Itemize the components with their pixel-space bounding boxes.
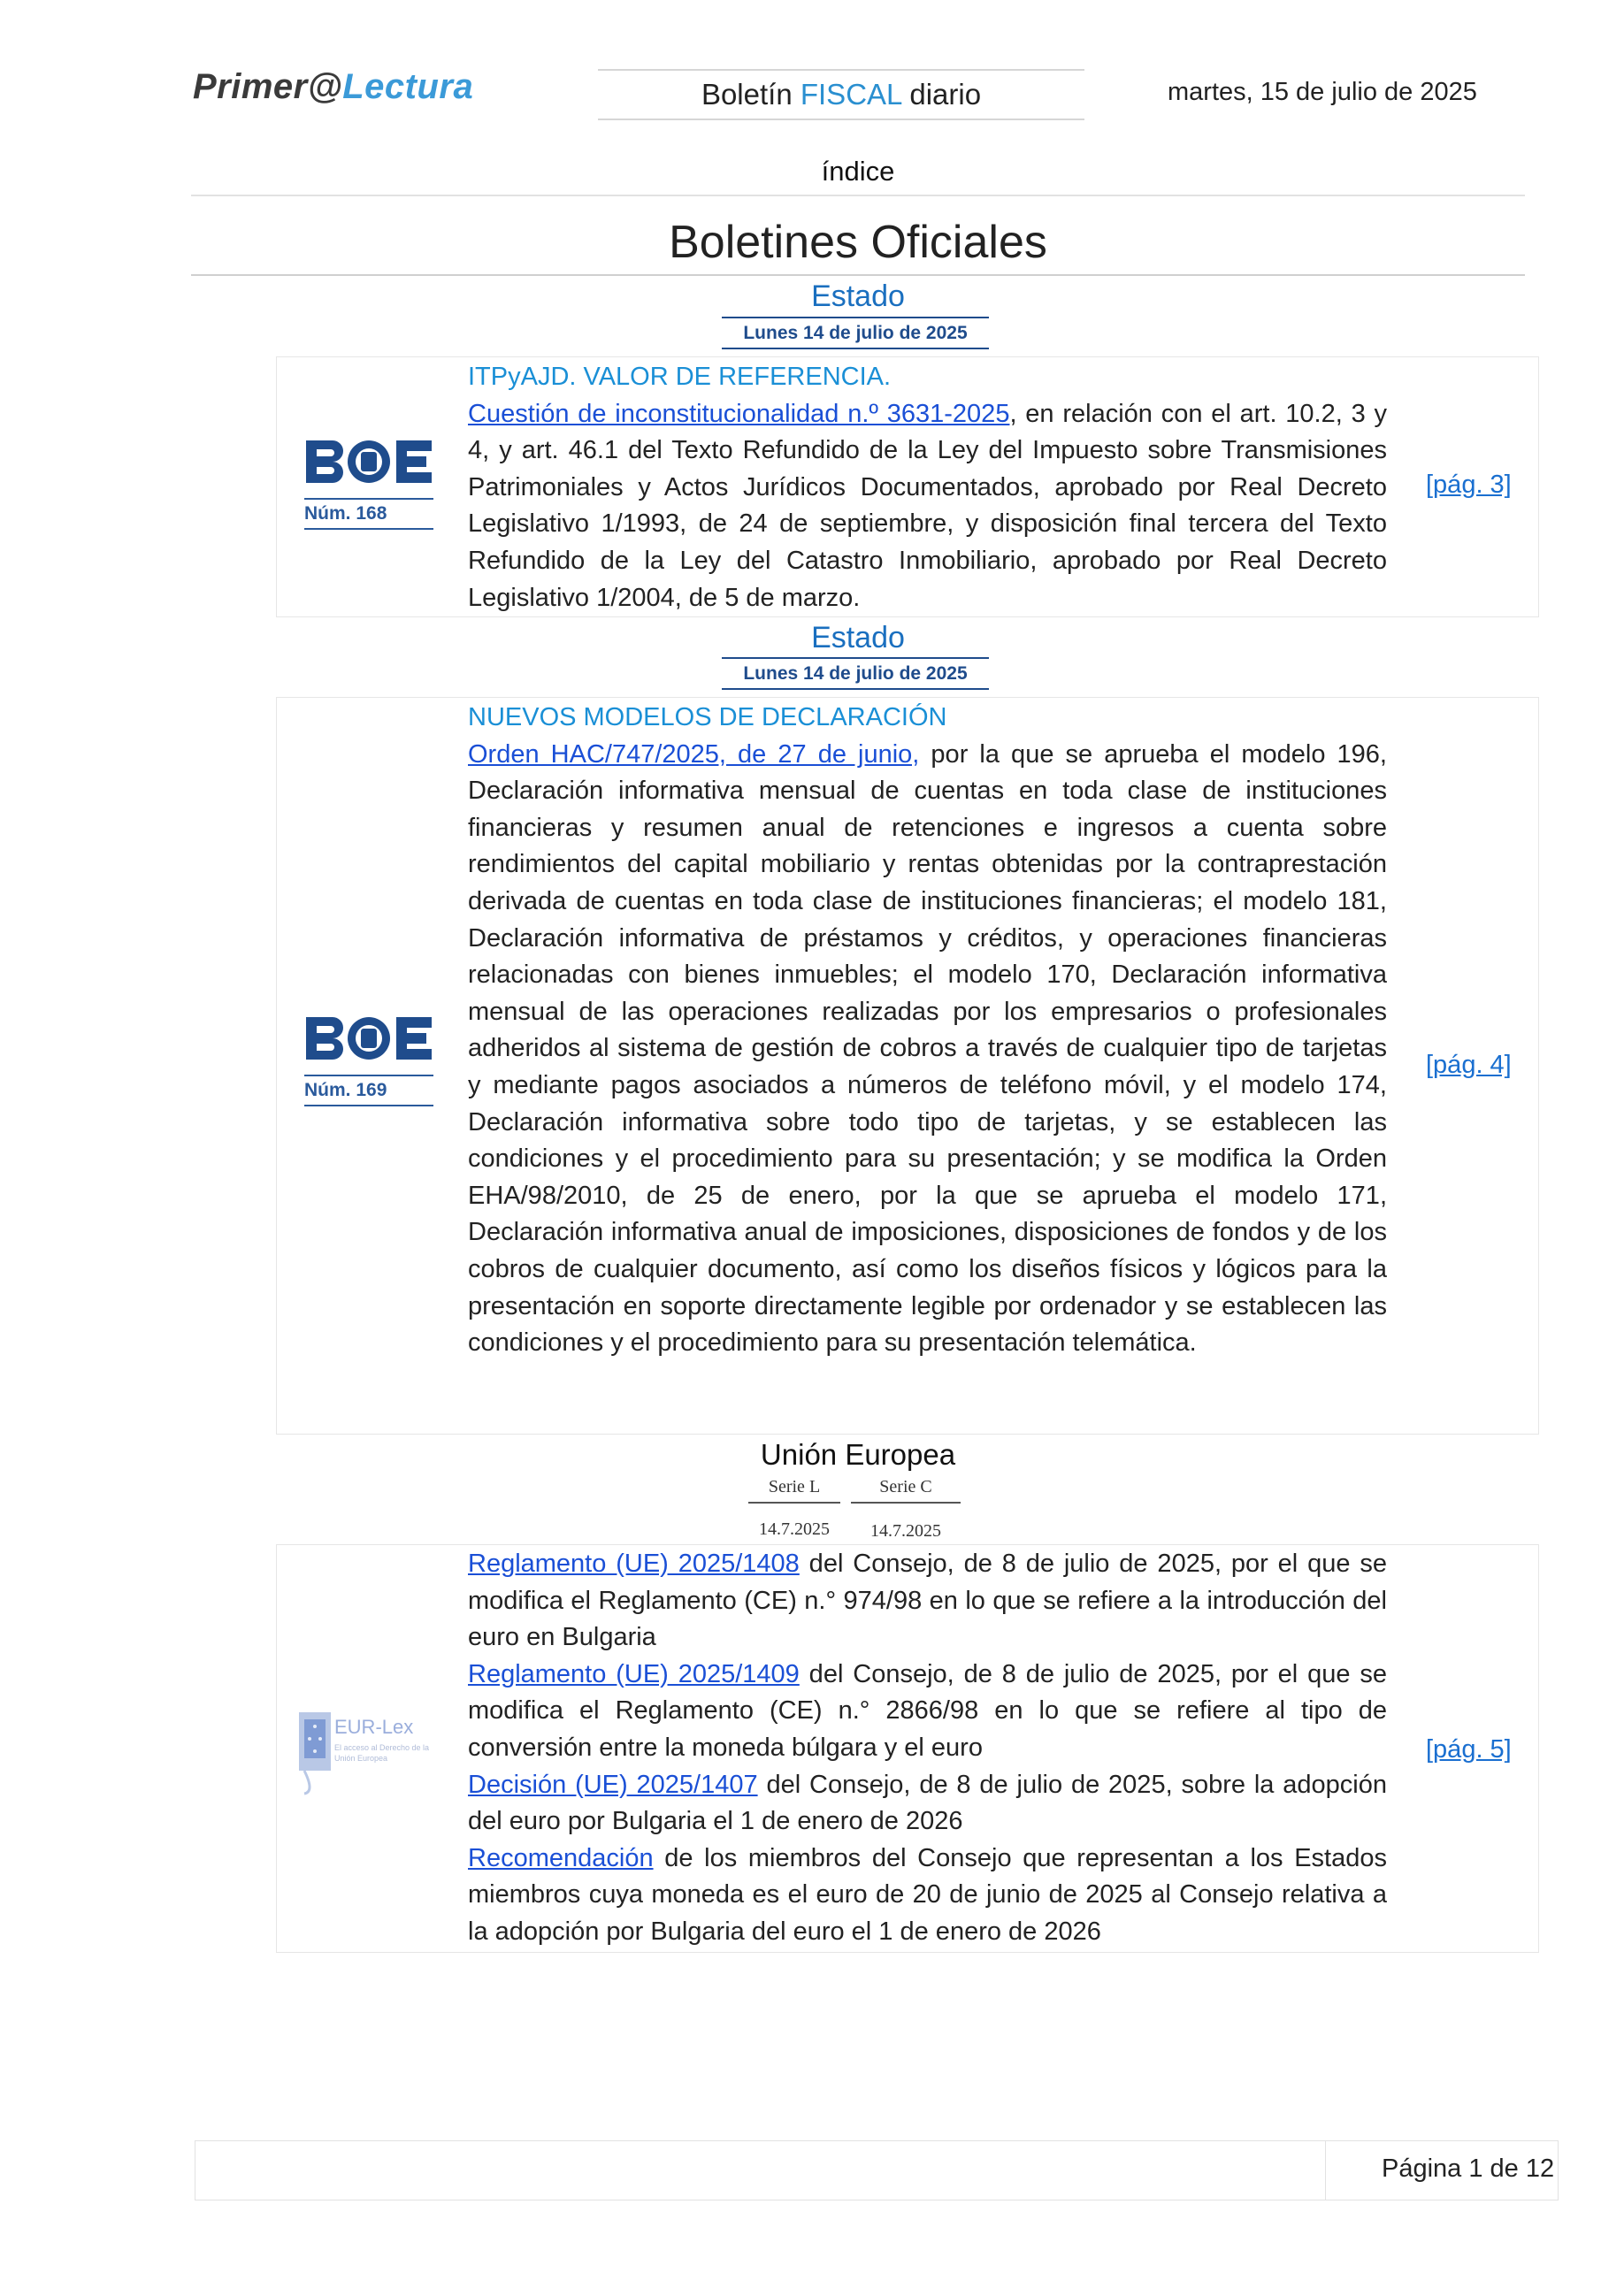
boe-logo (304, 437, 433, 530)
eu-entry-text (468, 1546, 1387, 1951)
entry-category: NUEVOS MODELOS DE DECLARACIÓN (468, 703, 947, 731)
boe-mark-icon (304, 437, 433, 486)
page-ref-link[interactable]: [pág. 4] (1426, 1051, 1512, 1079)
entry-link[interactable]: Orden HAC/747/2025, de 27 de junio, (468, 739, 920, 769)
entry-text: ITPyAJD. VALOR DE REFERENCIA. Cuestión de inconstitucionalidad n.º 3631-2025, en relación con el art. 10.2, 3 y 4, y art. 46.1 del Texto Refundido de la Ley del Impuesto sobre Transmisiones Patrimoniales y Actos Jurídicos Documentados, aprobado por Real Decreto Legislativo 1/1993, de 24 de septiembre, y disposición final tercera del Texto Refundido de la Ley del Catastro Inmobiliario, aprobado por Real Decreto Legislativo 1/2004, de 5 de marzo. (468, 359, 1387, 616)
entry-category: ITPyAJD. VALOR DE REFERENCIA. (468, 363, 892, 391)
eu-section-title: Unión Europea (760, 1438, 956, 1471)
divider (748, 1502, 840, 1504)
serie-c-label: Serie C (879, 1477, 932, 1496)
footer (195, 2140, 1559, 2200)
divider (191, 195, 1525, 196)
eu-item: Recomendación de los miembros del Consejo que representan a los Estados miembros cuya moneda es el euro de 20 de junio de 2025 al Consejo relativa a la adopción por Bulgaria del euro el 1 de enero de 2026 (468, 1843, 1387, 1946)
page-number: Página 1 de 12 (1382, 2154, 1555, 2183)
boe-number: Núm. 168 (304, 498, 433, 530)
boe-logo (304, 1014, 433, 1106)
serie-l-label: Serie L (768, 1477, 821, 1496)
eurlex-logo (295, 1707, 440, 1795)
section-date: Lunes 14 de julio de 2025 (722, 657, 989, 690)
eu-item-link[interactable]: Recomendación (468, 1843, 654, 1872)
section-title: Estado (811, 279, 905, 313)
entry-text: NUEVOS MODELOS DE DECLARACIÓN Orden HAC/747/2025, de 27 de junio, por la que se aprueba el modelo 196, Declaración informativa mensual de cuentas en toda clase de instituciones financieras y resumen anual de retenciones e ingresos a cuenta sobre rendimientos del capital mobiliario y rentas obtenidas por la contraprestación derivada de cuentas en toda clase de instituciones financieras; el modelo 181, Declaración informativa de préstamos y créditos, y operaciones financieras relacionadas con bienes inmuebles; el modelo 170, Declaración informativa mensual de las operaciones realizadas por los empresarios o profesionales adheridos al sistema de gestión de cobros a través de cualquier tipo de tarjetas y mediante pagos asociados a números de teléfono móvil, y el modelo 174, Declaración informativa sobre todo tipo de tarjetas, y se establecen las condiciones y el procedimiento para su presentación; y se modifica la Orden EHA/98/2010, de 25 de enero, por la que se aprueba el modelo 171, Declaración informativa anual de imposiciones, disposiciones de fondos y de los cobros de cualquier documento, así como los diseños físicos y lógicos para la presentación en soporte directamente legible por ordenador y se establecen las condiciones y el procedimiento para su presentación telemática. (468, 700, 1387, 1362)
section-date: Lunes 14 de julio de 2025 (722, 317, 989, 349)
page-title: Boletines Oficiales (669, 217, 1047, 268)
eu-item: Reglamento (UE) 2025/1409 del Consejo, de 8 de julio de 2025, por el que se modifica el Reglamento (CE) n.° 2866/98 en lo que se refiere al tipo de conversión entre la moneda búlgara y el euro (468, 1659, 1387, 1762)
eu-item-link[interactable]: Reglamento (UE) 2025/1408 (468, 1550, 800, 1578)
divider (851, 1502, 961, 1504)
bulletin-title: Boletín FISCAL diario (598, 69, 1084, 120)
eurlex-logo-subtitle: El acceso al Derecho de la Unión Europea (334, 1743, 430, 1763)
divider (1325, 2140, 1326, 2200)
serie-l-date: 14.7.2025 (759, 1519, 830, 1539)
page-ref-link[interactable]: [pág. 5] (1426, 1735, 1512, 1764)
boe-mark-icon (304, 1014, 433, 1063)
eu-item: Reglamento (UE) 2025/1408 del Consejo, de 8 de julio de 2025, por el que se modifica el Reglamento (CE) n.° 974/98 en lo que se refiere a la introducción del euro en Bulgaria (468, 1550, 1387, 1652)
eu-item: Decisión (UE) 2025/1407 del Consejo, de 8 de julio de 2025, sobre la adopción del euro por Bulgaria el 1 de enero de 2026 (468, 1770, 1388, 1836)
divider (191, 274, 1525, 276)
section-title: Estado (811, 621, 905, 654)
eu-item-link[interactable]: Decisión (UE) 2025/1407 (468, 1770, 758, 1799)
index-link[interactable]: índice (821, 156, 895, 187)
site-logo: Primer@Lectura (193, 67, 474, 106)
eu-item-link[interactable]: Reglamento (UE) 2025/1409 (468, 1659, 800, 1688)
entry-link[interactable]: Cuestión de inconstitucionalidad n.º 3631-2025 (468, 399, 1010, 428)
boe-number: Núm. 169 (304, 1075, 433, 1106)
serie-c-date: 14.7.2025 (870, 1521, 941, 1541)
eurlex-logo-text: EUR-Lex (334, 1716, 414, 1738)
header-date: martes, 15 de julio de 2025 (1168, 78, 1477, 106)
page-ref-link[interactable]: [pág. 3] (1426, 471, 1512, 499)
